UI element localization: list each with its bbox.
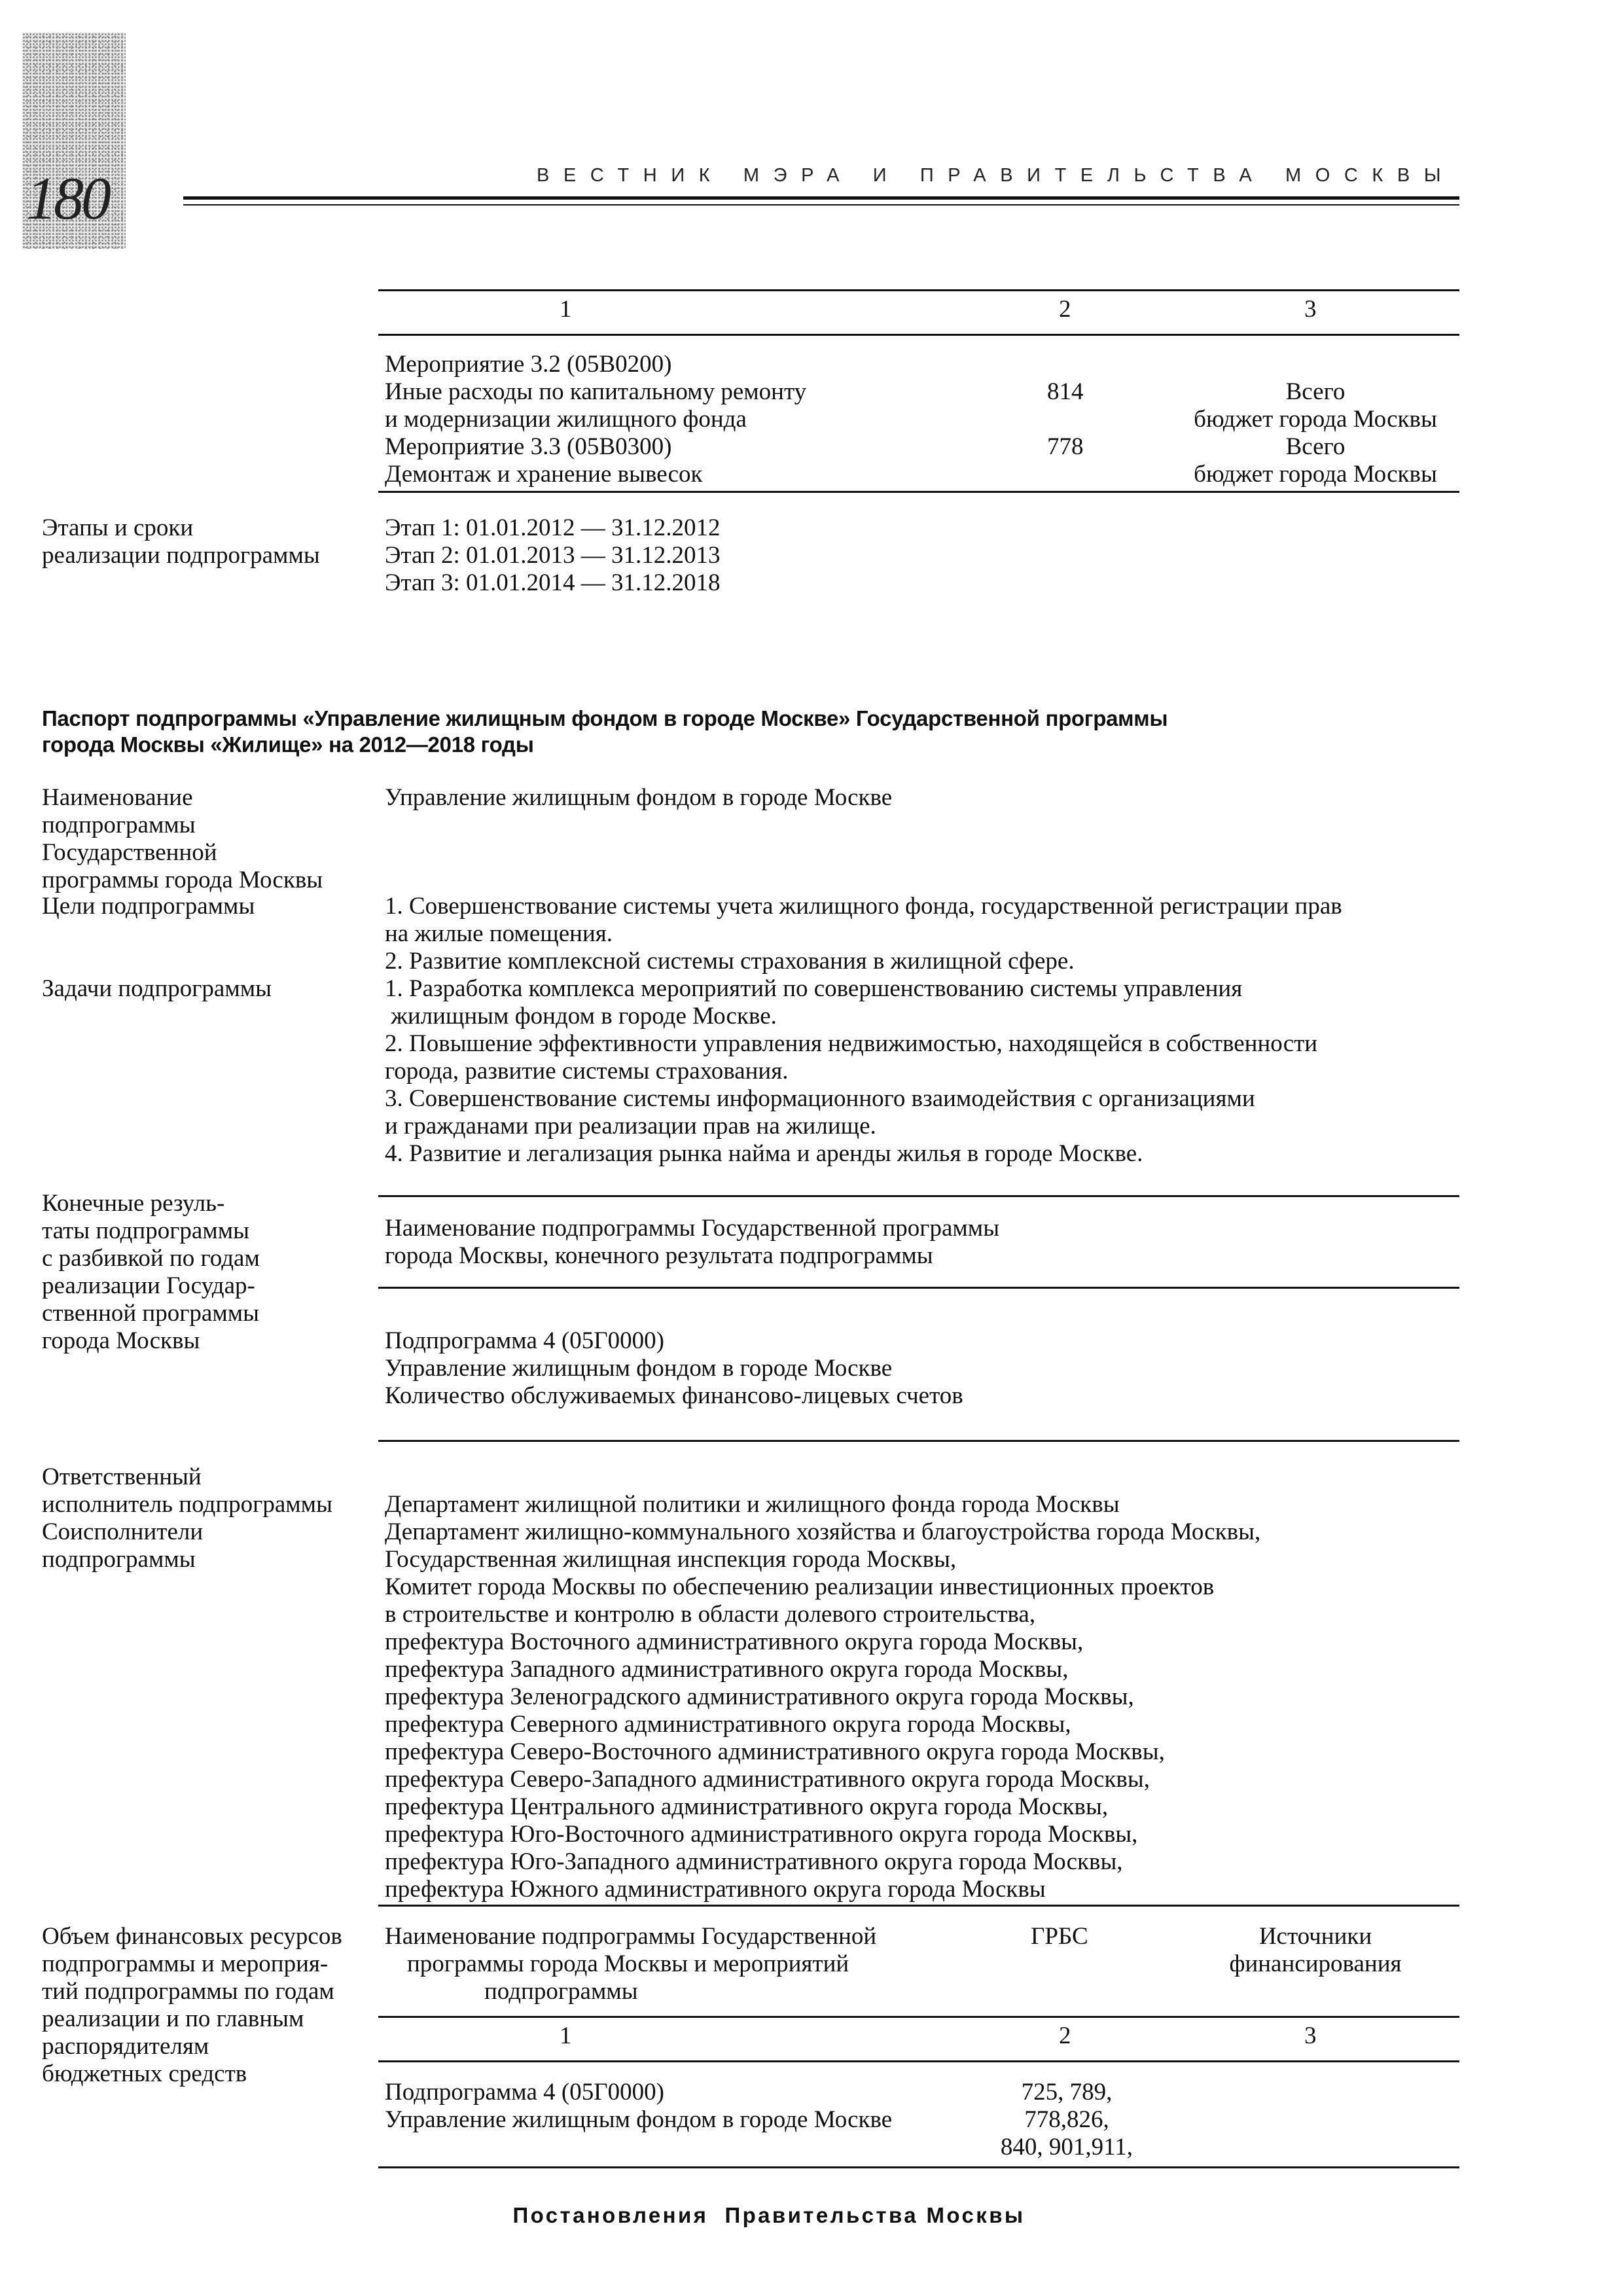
body-line: Управление жилищным фондом в городе Москве <box>385 1355 893 1382</box>
label-line: ственной программы <box>42 1300 260 1327</box>
page-number: 180 <box>26 165 109 232</box>
goal-line: 1. Совершенствование системы учета жилищного фонда, государственной регистрации прав <box>385 893 1342 920</box>
executor-line: префектура Западного административного округа города Москвы, <box>385 1656 1069 1683</box>
source-line: Всего <box>1285 378 1346 405</box>
label-line: Наименование <box>42 784 193 811</box>
row-line: Мероприятие 3.3 (05В0300) <box>385 433 672 460</box>
task-line: 2. Повышение эффективности управления недвижимостью, находящейся в собственности <box>385 1030 1318 1057</box>
table-row <box>385 351 806 488</box>
finance-header-rule <box>378 2016 1459 2018</box>
header-line: Наименование подпрограммы Государственной <box>385 1923 877 1950</box>
label-line: таты подпрограммы <box>42 1217 250 1244</box>
label-line: программы города Москвы <box>42 867 323 893</box>
header-rule-thin <box>183 204 1459 206</box>
finance-bottom-rule <box>378 2166 1459 2168</box>
finance-header-col1 <box>385 1923 876 2005</box>
row-line: Управление жилищным фондом в городе Москве <box>385 2106 893 2133</box>
executors-list <box>385 1491 1260 1903</box>
label-line: Государственной <box>42 839 217 866</box>
label-line: бюджетных средств <box>42 2060 247 2087</box>
task-line: и гражданами при реализации прав на жилище. <box>385 1113 876 1139</box>
goal-line: на жилые помещения. <box>385 920 613 947</box>
executor-line: Государственная жилищная инспекция города Москвы, <box>385 1546 957 1573</box>
header-line: города Москвы, конечного результата подпрограммы <box>385 1242 933 1269</box>
label-line: реализации и по главным <box>42 2005 304 2032</box>
tasks-label: Задачи подпрограммы <box>42 975 272 1002</box>
name-value: Управление жилищным фондом в городе Москве <box>385 784 893 811</box>
goals-label: Цели подпрограммы <box>42 893 255 920</box>
executor-line: префектура Северо-Западного административного округа города Москвы, <box>385 1766 1150 1793</box>
row-grbs: 778 <box>1047 433 1084 460</box>
finance-numbers-rule <box>378 2060 1459 2062</box>
source-line: бюджет города Москвы <box>1194 461 1437 488</box>
stage-item: Этап 2: 01.01.2013 — 31.12.2013 <box>385 542 721 569</box>
tasks-list <box>385 975 1317 1168</box>
row-line: Демонтаж и хранение вывесок <box>385 461 703 488</box>
finance-row <box>385 2079 892 2134</box>
finance-col-number-1: 1 <box>560 2022 572 2049</box>
label-line: Объем финансовых ресурсов <box>42 1923 342 1950</box>
source-line: бюджет города Москвы <box>1194 406 1437 433</box>
col-header-2: 2 <box>1059 296 1071 323</box>
executor-line: префектура Центрального административного округа города Москвы, <box>385 1793 1109 1820</box>
footer-title: Постановления Правительства Москвы <box>512 2203 1026 2227</box>
goal-line: 2. Развитие комплексной системы страхования в жилищной сфере. <box>385 948 1075 975</box>
label-line: подпрограммы <box>42 812 196 838</box>
executors-bottom-rule <box>378 1905 1459 1907</box>
executor-line: префектура Северо-Восточного административного округа города Москвы, <box>385 1738 1165 1765</box>
source-line: Всего <box>1285 433 1346 460</box>
results-bottom-rule <box>378 1440 1459 1442</box>
executor-line: префектура Северного административного округа города Москвы, <box>385 1711 1071 1738</box>
executor-line: Комитет города Москвы по обеспечению реализации инвестиционных проектов <box>385 1573 1215 1600</box>
results-header-rule <box>378 1287 1459 1289</box>
row-line: Мероприятие 3.2 (05В0200) <box>385 351 672 378</box>
results-label <box>42 1190 260 1355</box>
header-line: Наименование подпрограммы Государственной программы <box>385 1215 1000 1242</box>
row-source <box>1171 378 1459 488</box>
label-line: Соисполнители <box>42 1518 204 1545</box>
executor-line: в строительстве и контролю в области долевого строительства, <box>385 1601 1036 1628</box>
executor-line: Департамент жилищно-коммунального хозяйства и благоустройства города Москвы, <box>385 1518 1261 1545</box>
executor-line: префектура Южного административного округа города Москвы <box>385 1876 1046 1903</box>
title-line: города Москвы «Жилище» на 2012—2018 годы <box>42 732 534 757</box>
executor-line: Департамент жилищной политики и жилищного фонда города Москвы <box>385 1491 1120 1518</box>
col-header-3: 3 <box>1304 296 1317 323</box>
label-line: исполнитель подпрограммы <box>42 1491 332 1518</box>
results-table-top-rule <box>378 1195 1459 1197</box>
executor-line: префектура Юго-Восточного административного округа города Москвы, <box>385 1821 1138 1848</box>
executor-line: префектура Зеленоградского административного округа города Москвы, <box>385 1683 1134 1710</box>
label-line: реализации подпрограммы <box>42 542 320 569</box>
goals-list <box>385 893 1342 975</box>
results-header <box>385 1215 999 1270</box>
stage-item: Этап 1: 01.01.2012 — 31.12.2012 <box>385 514 721 541</box>
label-line: тий подпрограммы по годам <box>42 1978 334 2005</box>
finance-header-grbs: ГРБС <box>1031 1923 1088 1950</box>
col-header-1: 1 <box>560 296 572 323</box>
finance-label <box>42 1923 342 2088</box>
executor-line: префектура Восточного административного округа города Москвы, <box>385 1628 1084 1655</box>
task-line: жилищным фондом в городе Москве. <box>385 1003 777 1030</box>
label-line: подпрограммы и мероприя- <box>42 1950 329 1977</box>
table-top-rule <box>378 289 1459 291</box>
finance-col-number-3: 3 <box>1304 2022 1317 2049</box>
name-label <box>42 784 323 894</box>
label-line: города Москвы <box>42 1327 200 1354</box>
finance-row-grbs <box>982 2079 1152 2161</box>
row-line: Подпрограмма 4 (05Г0000) <box>385 2079 664 2106</box>
task-line: города, развитие системы страхования. <box>385 1058 789 1085</box>
header-line: финансирования <box>1229 1950 1402 1977</box>
grbs-line: 840, 901,911, <box>1000 2134 1133 2161</box>
label-line: реализации Государ- <box>42 1272 255 1299</box>
label-line: Конечные резуль- <box>42 1190 225 1217</box>
table-bottom-rule <box>378 491 1459 493</box>
row-line: Иные расходы по капитальному ремонту <box>385 378 807 405</box>
results-body <box>385 1327 963 1410</box>
label-line: подпрограммы <box>42 1546 196 1573</box>
stage-item: Этап 3: 01.01.2014 — 31.12.2018 <box>385 569 721 596</box>
header-line: Источники <box>1258 1923 1372 1950</box>
grbs-line: 778,826, <box>1024 2106 1109 2133</box>
finance-col-number-2: 2 <box>1059 2022 1071 2049</box>
label-line: Этапы и сроки <box>42 514 194 541</box>
journal-title: ВЕСТНИК МЭРА И ПРАВИТЕЛЬСТВА МОСКВЫ <box>537 165 1455 186</box>
task-line: 4. Развитие и легализация рынка найма и аренды жилья в городе Москве. <box>385 1140 1143 1167</box>
table-header-rule <box>378 334 1459 336</box>
task-line: 3. Совершенствование системы информационного взаимодействия с организациями <box>385 1085 1255 1112</box>
stages-label <box>42 514 320 569</box>
row-line: и модернизации жилищного фонда <box>385 406 747 433</box>
title-line: Паспорт подпрограммы «Управление жилищным фондом в городе Москве» Государственной программы <box>42 706 1168 730</box>
row-grbs: 814 <box>1047 378 1084 405</box>
header-line: подпрограммы <box>484 1978 638 2005</box>
exec-label <box>42 1463 332 1573</box>
body-line: Количество обслуживаемых финансово-лицевых счетов <box>385 1382 963 1409</box>
grbs-line: 725, 789, <box>1021 2079 1113 2106</box>
label-line: Ответственный <box>42 1463 202 1490</box>
passport-title <box>42 706 1168 758</box>
header-rule-thick <box>183 196 1459 200</box>
label-line: с разбивкой по годам <box>42 1245 260 1272</box>
label-line: распорядителям <box>42 2033 209 2060</box>
header-line: программы города Москвы и мероприятий <box>407 1950 849 1977</box>
executor-line: префектура Юго-Западного административного округа города Москвы, <box>385 1848 1123 1875</box>
finance-header-sources <box>1178 1923 1453 1978</box>
task-line: 1. Разработка комплекса мероприятий по совершенствованию системы управления <box>385 975 1243 1002</box>
body-line: Подпрограмма 4 (05Г0000) <box>385 1327 664 1354</box>
stages-list <box>385 514 721 597</box>
